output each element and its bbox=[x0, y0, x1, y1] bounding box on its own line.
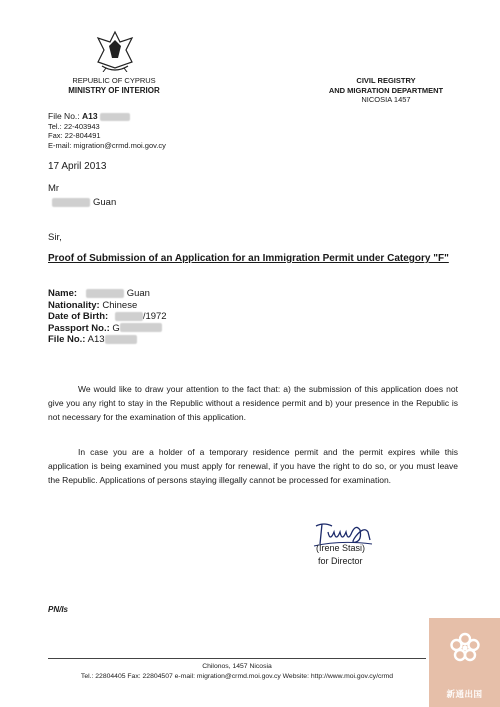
department-line1: CIVIL REGISTRY bbox=[356, 76, 416, 85]
fax-line: Fax: 22-804491 bbox=[48, 131, 101, 140]
department-line2: AND MIGRATION DEPARTMENT bbox=[328, 85, 444, 95]
detail-passport-value: G bbox=[112, 322, 120, 334]
detail-name-value: Guan bbox=[126, 288, 150, 299]
country-name: REPUBLIC OF CYPRUS bbox=[72, 76, 156, 85]
tel-line: Tel.: 22-403943 bbox=[48, 121, 100, 131]
redacted-mark bbox=[115, 312, 143, 321]
redacted-mark bbox=[105, 335, 137, 344]
detail-name-label: Name: bbox=[48, 288, 78, 299]
recipient-block bbox=[48, 182, 116, 210]
detail-dob-value: /1972 bbox=[142, 311, 167, 322]
detail-dob bbox=[48, 311, 167, 323]
body-paragraph-2: In case you are a holder of a temporary residence permit and the permit expires while this application is being examined you must apply for renewal, if you have the right to do so, or you must leave the Republic. Applications of persons staying illegally cannot be processed for examination. bbox=[48, 447, 458, 485]
file-number-line bbox=[48, 112, 166, 122]
redacted-mark bbox=[86, 289, 124, 298]
salutation: Sir, bbox=[48, 232, 62, 243]
footer-divider bbox=[48, 658, 426, 659]
detail-nationality bbox=[48, 300, 167, 312]
detail-nationality-value: Chinese bbox=[102, 299, 138, 311]
cyprus-coat-of-arms-icon bbox=[92, 28, 138, 72]
detail-file-value: A13 bbox=[87, 334, 105, 345]
detail-passport-label: Passport No.: bbox=[48, 322, 110, 334]
footer-address: Chilonos, 1457 Nicosia bbox=[202, 663, 272, 670]
recipient-name-line bbox=[48, 196, 116, 210]
detail-passport bbox=[48, 323, 167, 335]
signatory-name: (Irene Stasi) bbox=[316, 543, 366, 553]
detail-file-label: File No.: bbox=[48, 334, 86, 345]
letter-subject: Proof of Submission of an Application for an Immigration Permit under Category "F" bbox=[48, 253, 449, 264]
watermark-text: 新通出国 bbox=[446, 689, 483, 699]
issuer-right-block bbox=[320, 76, 452, 105]
redacted-mark bbox=[120, 323, 162, 332]
recipient-surname: Guan bbox=[93, 197, 117, 208]
department-city: NICOSIA 1457 bbox=[361, 95, 411, 104]
file-number-label: File No.: bbox=[48, 111, 80, 121]
flower-icon bbox=[447, 630, 483, 666]
recipient-title: Mr bbox=[48, 183, 60, 194]
reference-initials: PN/Is bbox=[48, 605, 69, 614]
issuer-left-block bbox=[62, 76, 166, 96]
footer-contacts: Tel.: 22804405 Fax: 22804507 e-mail: migration@crmd.moi.gov.cy Website: http://www.moi.gov.cy/crmd bbox=[80, 673, 394, 680]
signatory-role: for Director bbox=[318, 556, 363, 566]
detail-dob-label: Date of Birth: bbox=[48, 311, 109, 322]
contact-block bbox=[48, 112, 166, 150]
detail-nationality-label: Nationality: bbox=[48, 299, 100, 311]
ministry-name: MINISTRY OF INTERIOR bbox=[68, 86, 160, 95]
detail-name bbox=[48, 288, 167, 300]
detail-file bbox=[48, 334, 167, 346]
redacted-mark bbox=[52, 198, 90, 207]
redacted-mark bbox=[100, 113, 130, 121]
applicant-details bbox=[48, 288, 167, 346]
email-line: E-mail: migration@crmd.moi.gov.cy bbox=[48, 140, 166, 150]
body-paragraph-1: We would like to draw your attention to the fact that: a) the submission of this application does not give you any right to stay in the Republic without a residence permit and b) your presence in the Republic is not necessary for the examination of this application. bbox=[48, 384, 458, 422]
file-number-value: A13 bbox=[82, 111, 98, 121]
letter-date: 17 April 2013 bbox=[48, 161, 107, 172]
